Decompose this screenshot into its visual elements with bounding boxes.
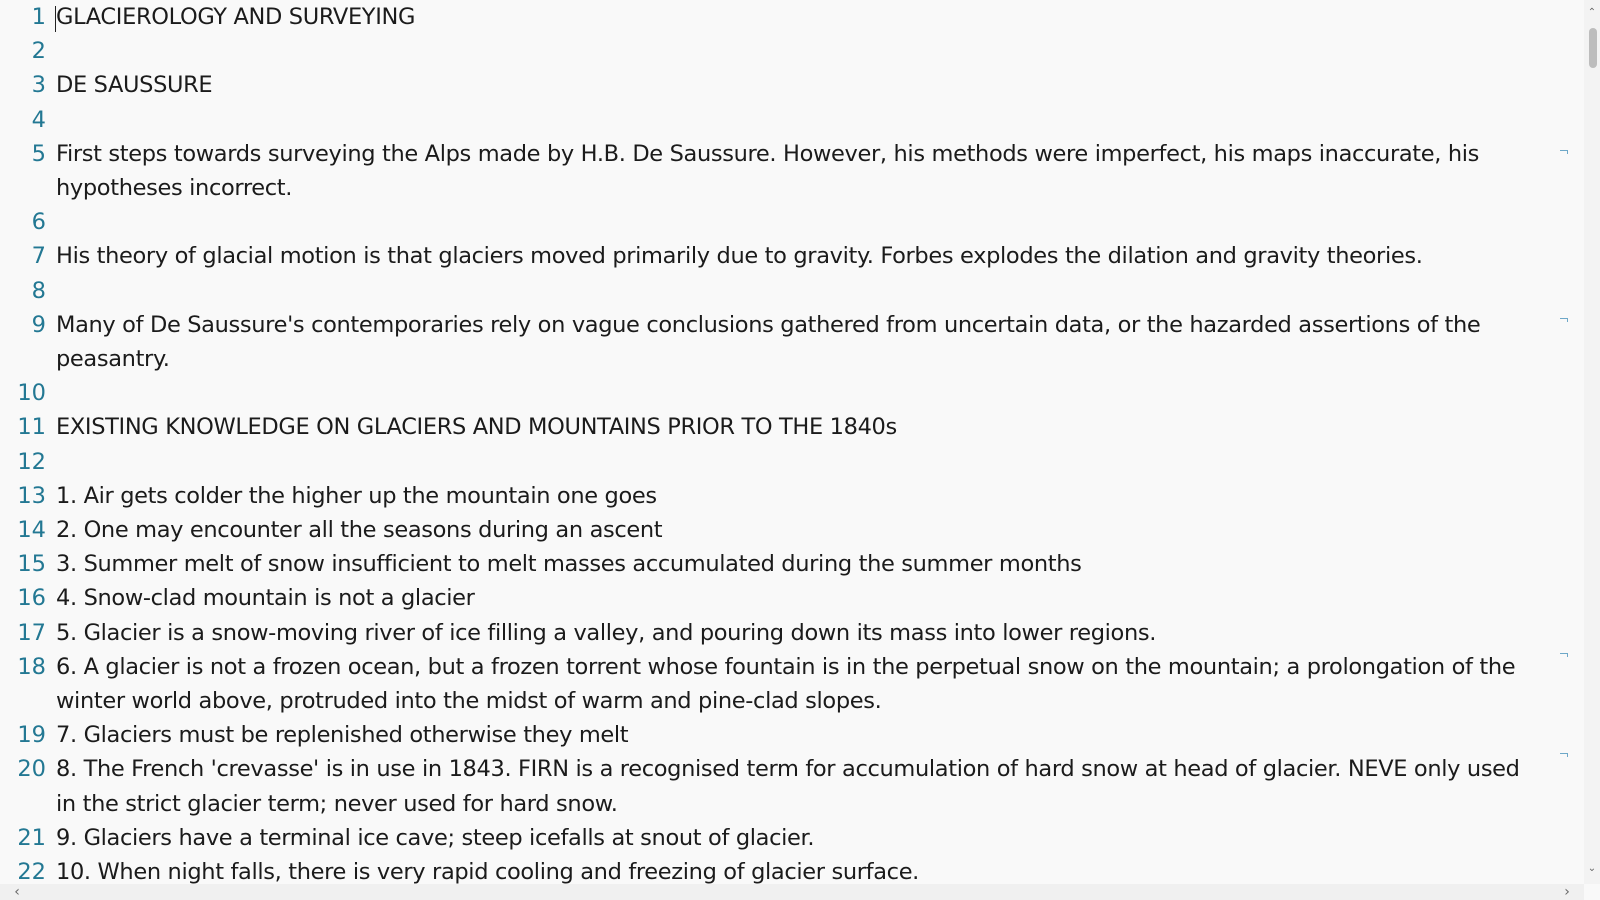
editor-line[interactable] bbox=[0, 137, 1580, 205]
line-text[interactable]: 10. When night falls, there is very rapid cooling and freezing of glacier surface. bbox=[56, 859, 919, 884]
line-text[interactable] bbox=[56, 376, 1580, 410]
line-text[interactable]: First steps towards surveying the Alps made by H.B. De Saussure. However, his methods were imperfect, his maps inaccurate, his hypotheses incorrect. bbox=[56, 140, 1480, 202]
wrap-indicator-icon bbox=[1560, 653, 1568, 657]
editor-line[interactable] bbox=[0, 103, 1580, 137]
editor-line[interactable] bbox=[0, 34, 1580, 68]
editor-line[interactable] bbox=[0, 479, 1580, 513]
editor-line[interactable] bbox=[0, 376, 1580, 410]
editor-line[interactable] bbox=[0, 274, 1580, 308]
vertical-scrollbar[interactable] bbox=[1584, 0, 1600, 884]
line-text[interactable]: Many of De Saussure's contemporaries rely on vague conclusions gathered from uncertain data, or the hazarded assertions of the peasantry. bbox=[56, 311, 1481, 373]
line-number: 17 bbox=[17, 619, 46, 646]
editor-line[interactable] bbox=[0, 821, 1580, 855]
text-caret bbox=[55, 6, 56, 32]
line-text[interactable]: 2. One may encounter all the seasons during an ascent bbox=[56, 517, 663, 544]
editor-line[interactable] bbox=[0, 581, 1580, 615]
wrap-indicator-icon bbox=[1560, 318, 1568, 322]
line-number: 4 bbox=[31, 106, 46, 133]
editor-line[interactable] bbox=[0, 239, 1580, 273]
line-text[interactable]: His theory of glacial motion is that glaciers moved primarily due to gravity. Forbes explodes the dilation and gravity theories. bbox=[56, 243, 1423, 270]
line-number: 19 bbox=[17, 722, 46, 749]
line-text[interactable] bbox=[56, 34, 1580, 68]
line-text[interactable]: 3. Summer melt of snow insufficient to melt masses accumulated during the summer months bbox=[56, 551, 1082, 578]
line-number: 12 bbox=[17, 448, 46, 475]
vertical-scroll-thumb[interactable] bbox=[1589, 28, 1597, 68]
line-text[interactable] bbox=[56, 103, 1580, 137]
editor-line[interactable] bbox=[0, 205, 1580, 239]
line-number: 7 bbox=[31, 243, 46, 270]
editor-line[interactable] bbox=[0, 410, 1580, 444]
line-number: 22 bbox=[17, 859, 46, 884]
line-number: 16 bbox=[17, 585, 46, 612]
editor-line[interactable] bbox=[0, 68, 1580, 102]
chevron-right-icon[interactable]: › bbox=[1564, 884, 1570, 900]
chevron-up-icon[interactable]: ⌃ bbox=[1587, 7, 1597, 18]
line-number: 2 bbox=[31, 38, 46, 65]
line-number: 6 bbox=[31, 209, 46, 236]
line-number: 11 bbox=[17, 414, 46, 441]
wrap-indicator-icon bbox=[1560, 753, 1568, 757]
chevron-down-icon[interactable]: ⌄ bbox=[1587, 863, 1597, 874]
editor-line[interactable] bbox=[0, 650, 1580, 718]
line-number: 8 bbox=[31, 277, 46, 304]
editor-line[interactable] bbox=[0, 0, 1580, 34]
editor-line[interactable] bbox=[0, 616, 1580, 650]
editor-line[interactable] bbox=[0, 445, 1580, 479]
line-text[interactable] bbox=[56, 445, 1580, 479]
line-text[interactable] bbox=[56, 274, 1580, 308]
editor-line[interactable] bbox=[0, 308, 1580, 376]
line-text[interactable]: 1. Air gets colder the higher up the mountain one goes bbox=[56, 482, 657, 509]
line-text[interactable]: 8. The French 'crevasse' is in use in 1843. FIRN is a recognised term for accumulation of hard snow at head of glacier. NEVE only used in the strict glacier term; never used for hard snow. bbox=[56, 756, 1520, 817]
editor-line[interactable] bbox=[0, 718, 1580, 752]
line-text[interactable]: DE SAUSSURE bbox=[56, 72, 213, 99]
line-text[interactable] bbox=[56, 205, 1580, 239]
editor-line[interactable] bbox=[0, 513, 1580, 547]
line-text[interactable]: EXISTING KNOWLEDGE ON GLACIERS AND MOUNTAINS PRIOR TO THE 1840s bbox=[56, 414, 897, 441]
line-number: 13 bbox=[17, 482, 46, 509]
line-text[interactable]: 5. Glacier is a snow-moving river of ice filling a valley, and pouring down its mass into lower regions. bbox=[56, 619, 1157, 646]
line-number: 14 bbox=[17, 517, 46, 544]
wrap-indicator-icon bbox=[1560, 150, 1568, 154]
line-number: 3 bbox=[31, 72, 46, 99]
line-number: 1 bbox=[31, 4, 46, 30]
line-number: 9 bbox=[31, 311, 46, 338]
line-number: 10 bbox=[17, 380, 46, 407]
horizontal-scrollbar[interactable] bbox=[0, 884, 1584, 900]
line-number: 5 bbox=[31, 140, 46, 167]
line-text[interactable]: 7. Glaciers must be replenished otherwise they melt bbox=[56, 722, 629, 749]
editor-line[interactable] bbox=[0, 855, 1580, 884]
line-text[interactable]: 9. Glaciers have a terminal ice cave; steep icefalls at snout of glacier. bbox=[56, 824, 815, 851]
line-number: 15 bbox=[17, 551, 46, 578]
line-text[interactable]: 4. Snow-clad mountain is not a glacier bbox=[56, 585, 475, 612]
line-text[interactable]: 6. A glacier is not a frozen ocean, but a frozen torrent whose fountain is in the perpetual snow on the mountain; a prolongation of the winter world above, protruded into the midst of warm and pine-clad slopes. bbox=[56, 653, 1516, 715]
line-number: 21 bbox=[17, 824, 46, 851]
line-number: 18 bbox=[17, 653, 46, 680]
line-number: 20 bbox=[17, 756, 46, 783]
editor-line[interactable] bbox=[0, 547, 1580, 581]
editor-line[interactable] bbox=[0, 752, 1580, 820]
chevron-left-icon[interactable]: ‹ bbox=[14, 884, 20, 900]
line-text[interactable]: GLACIEROLOGY AND SURVEYING bbox=[56, 4, 416, 30]
